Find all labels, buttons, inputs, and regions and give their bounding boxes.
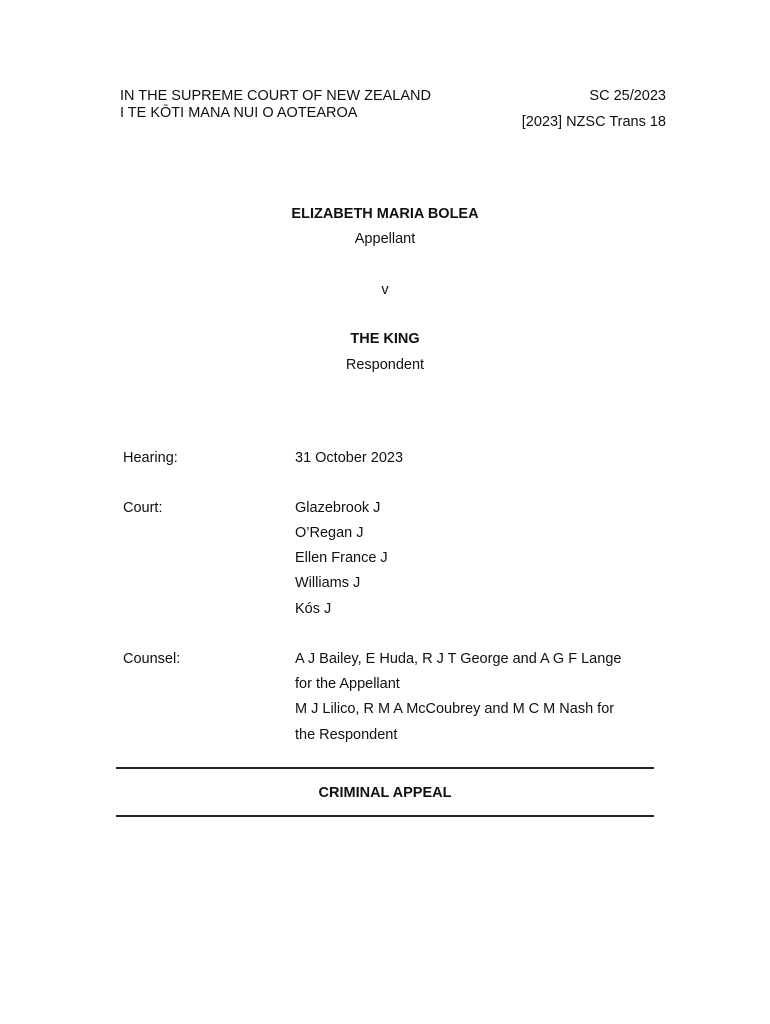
citation: [2023] NZSC Trans 18 xyxy=(521,114,666,130)
judge-item: Ellen France J xyxy=(295,550,388,566)
appeal-type: CRIMINAL APPEAL xyxy=(318,785,452,801)
judge-item: Glazebrook J xyxy=(295,500,381,516)
judge-item: Williams J xyxy=(295,575,361,591)
bottom-rule xyxy=(116,815,654,817)
hearing-label: Hearing: xyxy=(123,450,178,466)
case-number: SC 25/2023 xyxy=(589,88,666,104)
versus: v xyxy=(381,282,389,298)
respondent-role: Respondent xyxy=(345,357,425,373)
counsel-line: the Respondent xyxy=(295,727,398,743)
hearing-date: 31 October 2023 xyxy=(295,450,404,466)
respondent-name: THE KING xyxy=(350,331,420,347)
appellant-role: Appellant xyxy=(354,231,416,247)
counsel-line: A J Bailey, E Huda, R J T George and A G F Lange xyxy=(295,651,622,667)
judge-item: Kós J xyxy=(295,601,332,617)
counsel-label: Counsel: xyxy=(123,651,181,667)
counsel-line: for the Appellant xyxy=(295,676,400,692)
counsel-line: M J Lilico, R M A McCoubrey and M C M Nash for xyxy=(295,701,615,717)
appellant-name: ELIZABETH MARIA BOLEA xyxy=(291,206,479,222)
judge-item: O’Regan J xyxy=(295,525,364,541)
top-rule xyxy=(116,767,654,769)
court-name-english: IN THE SUPREME COURT OF NEW ZEALAND xyxy=(120,88,431,104)
court-label: Court: xyxy=(123,500,163,516)
court-name-maori: I TE KŌTI MANA NUI O AOTEAROA xyxy=(120,105,358,121)
